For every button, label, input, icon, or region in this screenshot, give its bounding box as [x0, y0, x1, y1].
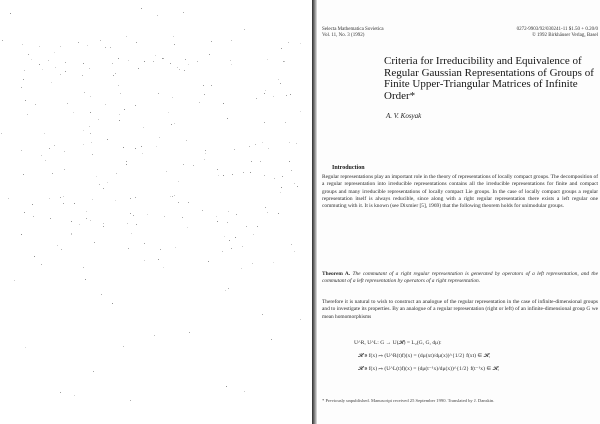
scan-speck	[203, 85, 204, 86]
scan-speck	[268, 148, 269, 149]
scan-speck	[204, 94, 205, 95]
scan-speck	[128, 60, 129, 61]
scan-speck	[82, 75, 83, 76]
scan-speck	[107, 139, 108, 140]
scan-speck	[172, 97, 173, 98]
scan-speck	[90, 96, 91, 97]
scan-speck	[21, 87, 22, 88]
scan-speck	[172, 196, 173, 197]
scan-speck	[294, 183, 295, 184]
scan-speck	[205, 150, 206, 151]
scan-speck	[78, 42, 79, 43]
scan-speck	[65, 71, 66, 72]
scan-speck	[67, 103, 68, 104]
scan-speck	[271, 339, 272, 340]
scan-speck	[189, 332, 190, 333]
scan-speck	[49, 198, 50, 199]
scan-speck	[135, 148, 136, 149]
scan-speck	[8, 198, 9, 199]
scan-speck	[273, 262, 274, 263]
scan-speck	[282, 176, 283, 177]
book-gutter	[312, 0, 317, 424]
scan-speck	[224, 236, 225, 237]
scan-speck	[281, 48, 282, 49]
scan-speck	[83, 63, 84, 64]
scan-speck	[147, 214, 148, 215]
scan-speck	[278, 213, 279, 214]
scan-speck	[45, 160, 46, 161]
scan-speck	[74, 395, 75, 396]
scan-speck	[22, 44, 23, 45]
scan-speck	[60, 392, 61, 393]
scan-speck	[136, 224, 137, 225]
section-heading: Introduction	[332, 165, 365, 171]
scan-speck	[264, 93, 265, 94]
scan-speck	[186, 140, 187, 141]
scan-speck	[27, 114, 28, 115]
scan-speck	[71, 221, 72, 222]
scan-speck	[187, 227, 188, 228]
scan-speck	[291, 244, 292, 245]
scan-speck	[202, 210, 203, 211]
scan-speck	[227, 222, 228, 223]
scan-speck	[107, 182, 108, 183]
scan-speck	[87, 45, 88, 46]
scan-speck	[24, 70, 25, 71]
scan-speck	[123, 147, 124, 148]
scan-speck	[153, 61, 154, 62]
scan-speck	[113, 75, 114, 76]
scan-speck	[85, 279, 86, 280]
scan-speck	[174, 44, 175, 45]
article-page	[318, 0, 600, 424]
scan-speck	[126, 36, 127, 37]
scan-speck	[91, 142, 92, 143]
scan-speck	[51, 82, 52, 83]
scan-speck	[273, 96, 274, 97]
scan-speck	[100, 40, 101, 41]
scan-speck	[115, 200, 116, 201]
scan-speck	[264, 175, 265, 176]
publisher-header	[517, 27, 598, 39]
scan-speck	[283, 61, 284, 62]
scan-speck	[155, 55, 156, 56]
scan-speck	[112, 63, 113, 64]
scan-speck	[89, 126, 90, 127]
scan-speck	[222, 251, 223, 252]
scan-speck	[183, 164, 184, 165]
scan-speck	[23, 79, 24, 80]
scan-speck	[83, 144, 84, 145]
scan-speck	[41, 155, 42, 156]
scan-speck	[116, 173, 117, 174]
scan-speck	[156, 146, 157, 147]
scan-speck	[112, 303, 113, 304]
scan-speck	[63, 196, 64, 197]
scan-speck	[92, 154, 93, 155]
scan-speck	[211, 85, 212, 86]
formula-right-regular: 𝓗 ∋ f(x) ↦ (U^R(t)f)(x) = (dμ(xt)/dμ(x))^{1/2} f(xt) ∈ 𝓗,	[358, 353, 491, 359]
scan-speck	[63, 203, 64, 204]
scan-speck	[241, 268, 242, 269]
second-paragraph: Therefore it is natural to wish to construct an analogue of the regular representation in the case of infinite-dimensional groups and to investigate its properties. By an analogue of a regular representation (right or left) of an infinite-dimensional group G we mean homomorphisms	[322, 299, 598, 320]
scan-speck	[86, 211, 87, 212]
scan-speck	[60, 74, 61, 75]
scan-speck	[231, 248, 232, 249]
scan-speck	[90, 112, 91, 113]
scan-speck	[160, 249, 161, 250]
scan-speck	[166, 171, 167, 172]
scan-speck	[223, 175, 224, 176]
scan-speck	[101, 294, 102, 295]
scan-speck	[138, 68, 139, 69]
scan-speck	[226, 386, 227, 387]
scan-speck	[128, 248, 129, 249]
scan-speck	[244, 29, 245, 30]
scan-speck	[25, 347, 26, 348]
scan-speck	[158, 259, 159, 260]
scan-speck	[290, 94, 291, 95]
scan-speck	[216, 216, 217, 217]
scan-speck	[274, 178, 275, 179]
scan-speck	[291, 170, 292, 171]
scan-speck	[89, 68, 90, 69]
scan-speck	[144, 243, 145, 244]
scan-speck	[79, 224, 80, 225]
scan-speck	[170, 196, 171, 197]
scan-speck	[65, 62, 66, 63]
intro-paragraph: Regular representations play an important role in the theory of representations of locally compact groups. The decomposition of a regular representation into irreducible representations contains all the irreducible representations for finite and compact groups and many irreducible representations of locally compact Lie groups. In the case of locally compact groups a regular representation itself is always reducible, since along with a right regular representation there exists a left regular one commuting with it. It is known (see Dixmier [5], 1969) that the following theorem holds for unimodular groups.	[322, 174, 598, 210]
scan-speck	[179, 69, 180, 70]
scan-speck	[119, 120, 120, 121]
scan-speck	[182, 217, 183, 218]
scan-speck	[120, 93, 121, 94]
scan-speck	[184, 70, 185, 71]
scan-speck	[296, 143, 297, 144]
scan-speck	[174, 195, 175, 196]
scan-speck	[243, 172, 244, 173]
scan-speck	[55, 67, 56, 68]
scan-speck	[267, 59, 268, 60]
scan-speck	[93, 371, 94, 372]
scan-speck	[2, 40, 3, 41]
journal-volume: Vol. 11, No. 3 (1992)	[322, 33, 365, 38]
scan-speck	[278, 79, 279, 80]
scan-speck	[60, 197, 61, 198]
scan-speck	[10, 13, 11, 14]
scan-speck	[103, 226, 104, 227]
scan-speck	[126, 164, 127, 165]
scan-speck	[123, 346, 124, 347]
scan-speck	[178, 202, 179, 203]
scan-speck	[294, 251, 295, 252]
scan-speck	[130, 400, 131, 401]
scan-speck	[289, 142, 290, 143]
scan-speck	[44, 133, 45, 134]
scan-speck	[159, 137, 160, 138]
scan-speck	[223, 103, 224, 104]
scan-speck	[130, 213, 131, 214]
scan-speck	[168, 112, 169, 113]
theorem-text: The commutant of a right regular representation is generated by operators of a left representation, and the commutant of a left representation by operators of a right representation.	[322, 271, 598, 285]
scan-speck	[244, 391, 245, 392]
scan-speck	[236, 214, 237, 215]
scan-speck	[174, 123, 175, 124]
scan-speck	[90, 220, 91, 221]
scan-speck	[177, 67, 178, 68]
scan-speck	[105, 47, 106, 48]
formula-homomorphism: U^R, U^L: G → U(𝓗) = L₂(G, G, dμ):	[354, 340, 442, 346]
scan-speck	[280, 83, 281, 84]
scan-speck	[32, 204, 33, 205]
scan-speck	[141, 8, 142, 9]
scan-speck	[14, 280, 15, 281]
scan-speck	[199, 102, 200, 103]
scan-speck	[252, 263, 253, 264]
scan-speck	[286, 95, 287, 96]
scan-speck	[54, 52, 55, 53]
scan-speck	[170, 63, 171, 64]
scan-speck	[115, 73, 116, 74]
scan-speck	[39, 46, 40, 47]
scan-speck	[228, 211, 229, 212]
scan-speck	[284, 61, 285, 62]
scan-speck	[175, 247, 176, 248]
scan-speck	[73, 112, 74, 113]
scan-speck	[185, 59, 186, 60]
scan-speck	[35, 104, 36, 105]
scan-speck	[141, 146, 142, 147]
scan-speck	[204, 159, 205, 160]
scan-speck	[280, 192, 281, 193]
scan-speck	[1, 133, 2, 134]
scan-speck	[99, 184, 100, 185]
scan-speck	[41, 264, 42, 265]
scan-speck	[131, 233, 132, 234]
scan-speck	[209, 54, 210, 55]
scan-speck	[183, 12, 184, 13]
scan-speck	[143, 127, 144, 128]
scan-speck	[260, 161, 261, 162]
scan-speck	[39, 64, 40, 65]
scan-speck	[103, 188, 104, 189]
scan-speck	[289, 161, 290, 162]
scan-speck	[105, 104, 106, 105]
scan-speck	[64, 151, 65, 152]
scan-speck	[171, 124, 172, 125]
scan-speck	[265, 90, 266, 91]
scan-speck	[232, 174, 233, 175]
scan-speck	[33, 216, 34, 217]
scan-speck	[64, 169, 65, 170]
scan-speck	[50, 218, 51, 219]
scan-speck	[119, 114, 120, 115]
scan-speck	[49, 148, 50, 149]
footnote: * Previously unpublished. Manuscript received 25 September 1990. Translated by J. Danskin.	[322, 398, 495, 403]
scan-speck	[193, 165, 194, 166]
scan-speck	[262, 142, 263, 143]
scan-speck	[297, 186, 298, 187]
scan-speck	[48, 60, 49, 61]
scan-speck	[124, 109, 125, 110]
scan-speck	[142, 153, 143, 154]
scan-speck	[28, 54, 29, 55]
scan-speck	[242, 246, 243, 247]
scan-speck	[208, 261, 209, 262]
scan-speck	[231, 64, 232, 65]
scan-speck	[234, 149, 235, 150]
scan-speck	[42, 69, 43, 70]
scan-speck	[163, 58, 164, 59]
scan-speck	[25, 100, 26, 101]
journal-header	[322, 27, 384, 39]
scan-speck	[130, 198, 131, 199]
scan-speck	[264, 122, 265, 123]
scan-speck	[136, 42, 137, 43]
scan-speck	[92, 199, 93, 200]
scan-speck	[173, 36, 174, 37]
scan-speck	[83, 130, 84, 131]
scan-speck	[300, 43, 301, 44]
scan-speck	[133, 215, 134, 216]
scan-speck	[98, 119, 99, 120]
scan-speck	[265, 207, 266, 208]
scan-speck	[103, 223, 104, 224]
scan-speck	[61, 249, 62, 250]
scan-speck	[262, 314, 263, 315]
scan-speck	[256, 98, 257, 99]
journal-name: Selecta Mathematica Sovietica	[322, 27, 384, 32]
scan-speck	[157, 15, 158, 16]
scan-speck	[94, 242, 95, 243]
scan-speck	[288, 42, 289, 43]
scan-speck	[205, 153, 206, 154]
scan-speck	[188, 64, 189, 65]
copyright-line: © 1992 Birkhäuser Verlag, Basel	[531, 33, 598, 38]
scan-speck	[217, 169, 218, 170]
scan-speck	[54, 145, 55, 146]
scan-speck	[217, 221, 218, 222]
scan-speck	[31, 59, 32, 60]
scan-speck	[110, 47, 111, 48]
article-author: A. V. Kosyak	[386, 112, 422, 120]
theorem-label: Theorem A.	[322, 271, 351, 277]
scan-speck	[197, 61, 198, 62]
scan-speck	[211, 41, 212, 42]
scan-speck	[164, 216, 165, 217]
scan-speck	[300, 319, 301, 320]
scan-speck	[235, 237, 236, 238]
scan-speck	[281, 187, 282, 188]
formula-left-regular: 𝓗 ∋ f(x) ↦ (U^L(t)f)(x) = (dμ(t⁻¹x)/dμ(x))^{1/2} f(t⁻¹x) ∈ 𝓗,	[358, 366, 500, 372]
scan-speck	[188, 202, 189, 203]
scan-speck	[300, 111, 301, 112]
scan-speck	[60, 46, 61, 47]
scan-speck	[250, 172, 251, 173]
scan-speck	[84, 92, 85, 93]
scan-speck	[96, 176, 97, 177]
scan-speck	[230, 60, 231, 61]
scan-speck	[21, 234, 22, 235]
scan-speck	[23, 174, 24, 175]
scan-speck	[257, 226, 258, 227]
scan-speck	[251, 161, 252, 162]
scan-speck	[178, 181, 179, 182]
scan-speck	[144, 260, 145, 261]
scan-speck	[267, 212, 268, 213]
scan-speck	[255, 144, 256, 145]
scan-speck	[90, 133, 91, 134]
scan-speck	[34, 256, 35, 257]
scan-speck	[118, 85, 119, 86]
theorem-block	[322, 271, 598, 286]
scan-speck	[71, 234, 72, 235]
scan-speck	[218, 175, 219, 176]
scan-speck	[158, 93, 159, 94]
scan-speck	[229, 240, 230, 241]
scan-speck	[135, 197, 136, 198]
scan-speck	[21, 150, 22, 151]
scan-speck	[118, 58, 119, 59]
scan-speck	[74, 203, 75, 204]
scan-speck	[24, 212, 25, 213]
issn-line: 0272-9903/92/030241-11 $1.50 + 0.20/0	[516, 27, 598, 32]
scan-speck	[253, 234, 254, 235]
scan-speck	[126, 161, 127, 162]
scan-speck	[154, 335, 155, 336]
scan-speck	[231, 40, 232, 41]
scan-speck	[83, 267, 84, 268]
scan-speck	[163, 267, 164, 268]
scan-speck	[52, 173, 53, 174]
scan-speck	[135, 105, 136, 106]
scan-speck	[57, 245, 58, 246]
scan-speck	[144, 61, 145, 62]
scan-speck	[246, 226, 247, 227]
scan-speck	[225, 290, 226, 291]
scan-speck	[249, 146, 250, 147]
scan-speck	[127, 223, 128, 224]
scan-speck	[228, 288, 229, 289]
scan-speck	[227, 118, 228, 119]
scan-speck	[86, 218, 87, 219]
article-title: Criteria for Irreducibility and Equivalence of Regular Gaussian Representations of Groups of Finite Upper-Triangular Matrices of Infinite Order*	[384, 55, 594, 102]
scan-speck	[285, 122, 286, 123]
